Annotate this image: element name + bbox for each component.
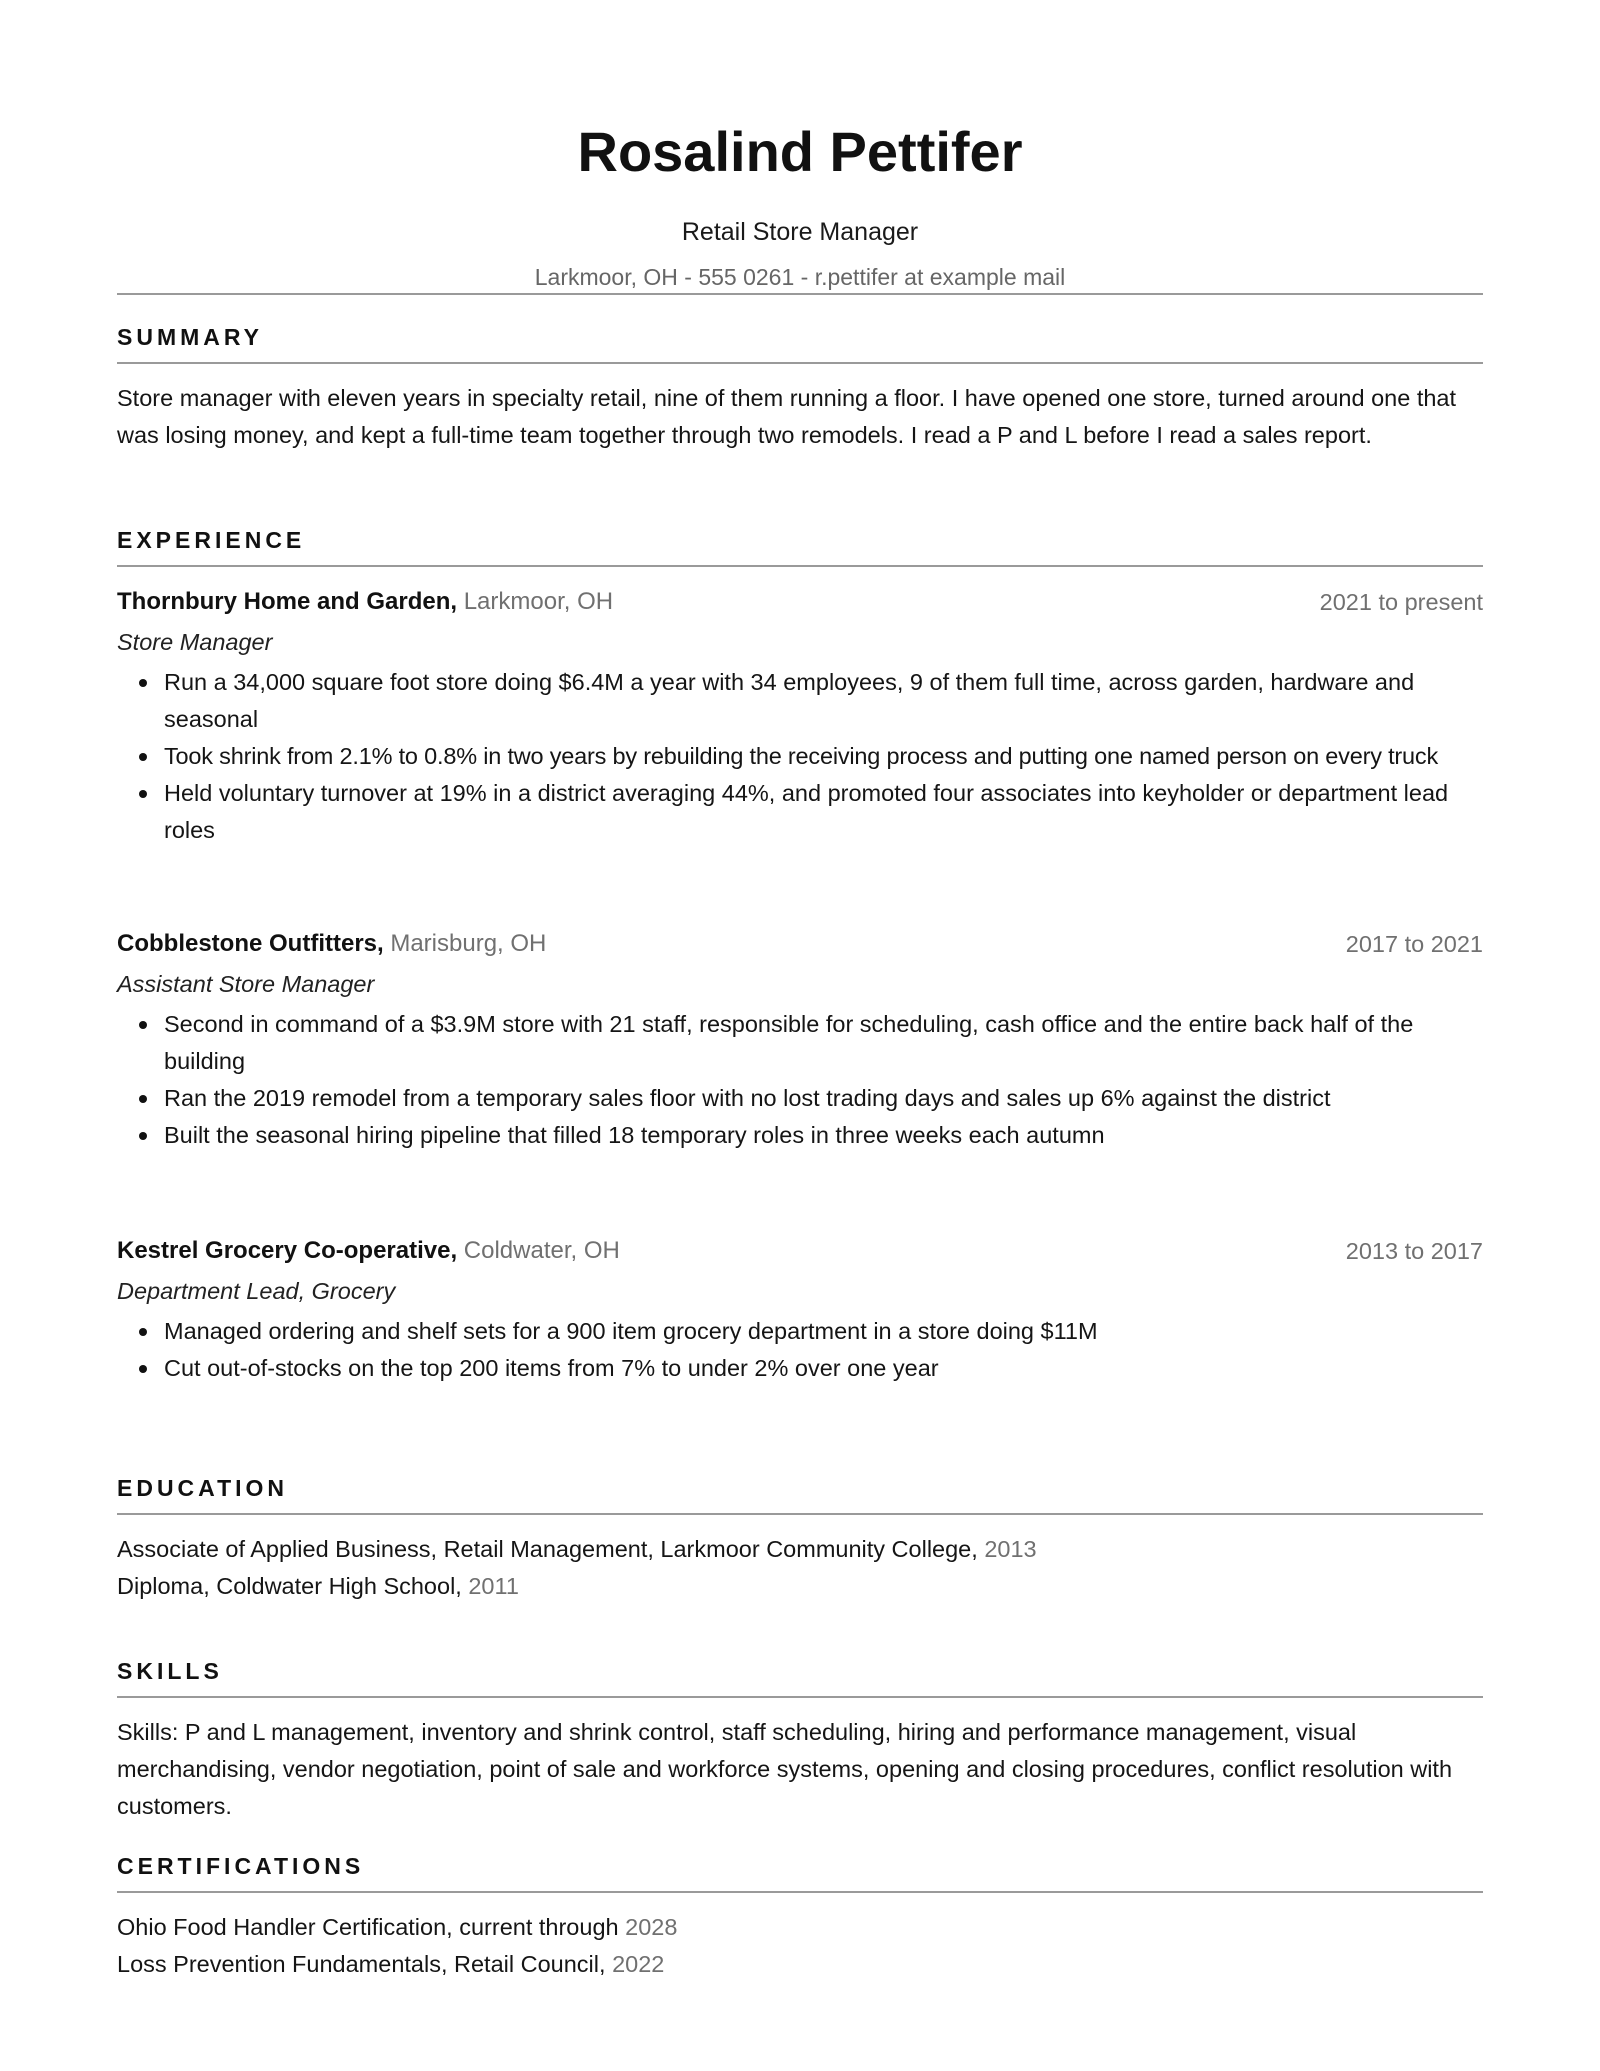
job-bullet-text: Built the seasonal hiring pipeline that filled 18 temporary roles in three weeks each autumn — [164, 1122, 1105, 1148]
job-dates: 2021 to present — [1319, 589, 1483, 615]
education-entry — [117, 1568, 1483, 1605]
job-bullet-text: Ran the 2019 remodel from a temporary sales floor with no lost trading days and sales up 6% against the district — [164, 1085, 1331, 1111]
job-company: Kestrel Grocery Co-operative, — [117, 1237, 458, 1264]
candidate-role: Retail Store Manager — [681, 218, 919, 246]
job-bullets — [117, 664, 1483, 849]
job-bullet — [164, 664, 1483, 738]
certifications-divider — [117, 1891, 1483, 1893]
certifications-heading: CERTIFICATIONS — [117, 1853, 365, 1879]
job-bullet-text: Second in command of a $3.9M store with 21 staff, responsible for scheduling, cash office and the entire back half of the building — [164, 1011, 1414, 1074]
certification-entry-year: 2022 — [612, 1951, 665, 1977]
skills-heading: SKILLS — [117, 1658, 223, 1684]
job-header — [117, 926, 1483, 962]
job-location: Larkmoor, OH — [463, 588, 614, 615]
experience-heading: EXPERIENCE — [117, 527, 306, 553]
contact-line: Larkmoor, OH - 555 0261 - r.pettifer at example mail — [534, 264, 1066, 290]
resume-header — [117, 0, 1483, 292]
job-location: Marisburg, OH — [390, 930, 547, 957]
job-dates: 2017 to 2021 — [1345, 931, 1483, 957]
job-bullet-text: Run a 34,000 square foot store doing $6.4M a year with 34 employees, 9 of them full time, across garden, hardware and seasonal — [164, 669, 1415, 732]
job-bullet — [164, 1080, 1483, 1117]
certifications-list — [117, 1909, 1483, 1983]
job-title: Department Lead, Grocery — [117, 1278, 396, 1304]
job-bullet-text: Cut out-of-stocks on the top 200 items from 7% to under 2% over one year — [164, 1355, 939, 1381]
job-bullet — [164, 1313, 1483, 1350]
bullet-icon — [139, 1328, 147, 1336]
candidate-name: Rosalind Pettifer — [577, 120, 1023, 183]
certification-entry-text: Loss Prevention Fundamentals, Retail Council, — [117, 1951, 606, 1977]
education-entry — [117, 1531, 1483, 1568]
job-dates: 2013 to 2017 — [1345, 1238, 1483, 1264]
summary-text: Store manager with eleven years in specialty retail, nine of them running a floor. I have opened one store, turned around one that was losing money, and kept a full-time team together through two remodels. I read a P and L before I read a sales report. — [117, 385, 1457, 448]
bullet-icon — [139, 790, 147, 798]
education-entry-year: 2011 — [468, 1573, 519, 1599]
job-bullet-text: Held voluntary turnover at 19% in a district averaging 44%, and promoted four associates into keyholder or department lead roles — [164, 780, 1449, 843]
bullet-icon — [139, 679, 147, 687]
education-entry-text: Diploma, Coldwater High School, — [117, 1573, 462, 1599]
experience-divider — [117, 565, 1483, 567]
education-heading: EDUCATION — [117, 1475, 289, 1501]
job-company: Thornbury Home and Garden, — [117, 588, 458, 615]
job-bullets — [117, 1006, 1483, 1154]
bullet-icon — [139, 1021, 147, 1029]
skills-text: Skills: P and L management, inventory and shrink control, staff scheduling, hiring and performance management, visual merchandising, vendor negotiation, point of sale and workforce systems, opening and closing procedures, conflict resolution with customers. — [117, 1719, 1453, 1819]
job-header — [117, 1233, 1483, 1269]
certification-entry-text: Ohio Food Handler Certification, current through — [117, 1914, 619, 1940]
job-bullet — [164, 1006, 1483, 1080]
education-entry-year: 2013 — [984, 1536, 1037, 1562]
certifications-section — [117, 1851, 1483, 1983]
job-header — [117, 584, 1483, 620]
job-bullet — [164, 738, 1483, 775]
job-bullets — [117, 1313, 1483, 1387]
experience-section — [117, 525, 1483, 567]
job-bullet — [164, 1350, 1483, 1387]
bullet-icon — [139, 1095, 147, 1103]
skills-section — [117, 1656, 1483, 1825]
certification-entry — [117, 1946, 1483, 1983]
bullet-icon — [139, 1132, 147, 1140]
job-bullet — [164, 775, 1483, 849]
job-title: Assistant Store Manager — [117, 971, 375, 997]
summary-section — [117, 322, 1483, 454]
education-divider — [117, 1513, 1483, 1515]
job-title: Store Manager — [117, 629, 273, 655]
bullet-icon — [139, 753, 147, 761]
education-section — [117, 1473, 1483, 1605]
job-entry-cobblestone — [117, 926, 1483, 1154]
job-company: Cobblestone Outfitters, — [117, 930, 384, 957]
skills-divider — [117, 1696, 1483, 1698]
job-bullet-text: Managed ordering and shelf sets for a 900 item grocery department in a store doing $11M — [164, 1318, 1098, 1344]
job-entry-thornbury — [117, 584, 1483, 849]
summary-heading: SUMMARY — [117, 324, 263, 350]
job-bullet — [164, 1117, 1483, 1154]
job-location: Coldwater, OH — [463, 1237, 620, 1264]
resume-page — [117, 0, 1483, 1977]
summary-divider — [117, 362, 1483, 364]
certification-entry — [117, 1909, 1483, 1946]
job-bullet-text: Took shrink from 2.1% to 0.8% in two years by rebuilding the receiving process and putting one named person on every truck — [164, 743, 1439, 769]
header-divider — [117, 293, 1483, 295]
certification-entry-year: 2028 — [625, 1914, 678, 1940]
bullet-icon — [139, 1365, 147, 1373]
job-entry-kestrel — [117, 1233, 1483, 1387]
education-list — [117, 1531, 1483, 1605]
education-entry-text: Associate of Applied Business, Retail Management, Larkmoor Community College, — [117, 1536, 978, 1562]
